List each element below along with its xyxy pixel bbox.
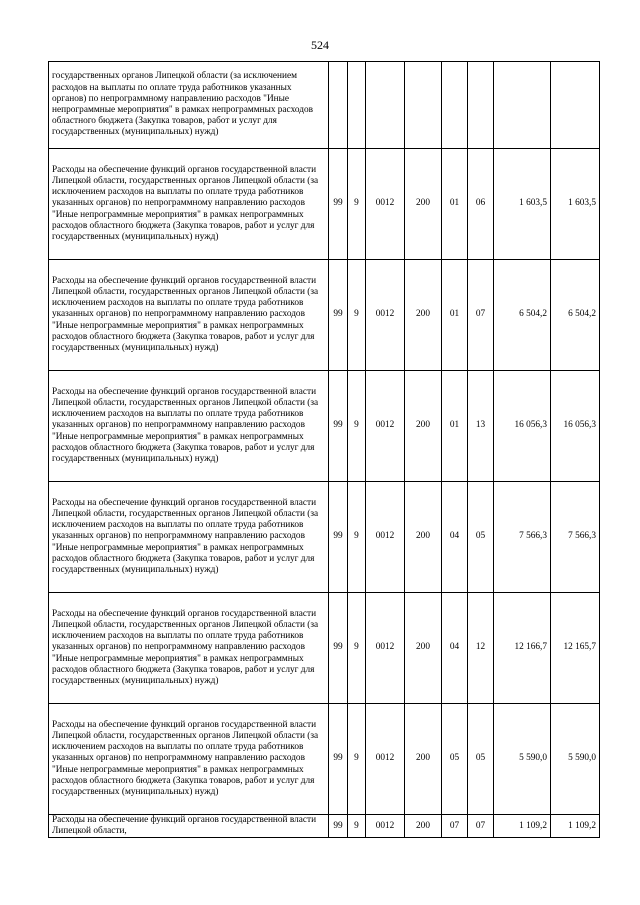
amount-1: 5 590,0 (494, 704, 551, 815)
expense-type-code (405, 62, 442, 149)
subprogram-code: 9 (348, 704, 366, 815)
section-code: 04 (442, 593, 468, 704)
amount-2: 16 056,3 (551, 371, 600, 482)
section-code: 01 (442, 260, 468, 371)
expense-type-code: 200 (405, 815, 442, 838)
direction-code: 0012 (366, 371, 405, 482)
program-code: 99 (329, 815, 348, 838)
amount-1: 12 166,7 (494, 593, 551, 704)
section-code: 04 (442, 482, 468, 593)
amount-2: 5 590,0 (551, 704, 600, 815)
section-code: 01 (442, 371, 468, 482)
table-row (49, 704, 600, 815)
section-code: 01 (442, 149, 468, 260)
expense-type-code: 200 (405, 371, 442, 482)
subprogram-code: 9 (348, 149, 366, 260)
subsection-code: 12 (468, 593, 494, 704)
subsection-code: 05 (468, 704, 494, 815)
program-code: 99 (329, 260, 348, 371)
program-code: 99 (329, 149, 348, 260)
table-row (49, 149, 600, 260)
table-row (49, 482, 600, 593)
direction-code: 0012 (366, 593, 405, 704)
row-description: Расходы на обеспечение функций органов государственной власти Липецкой области, государственных органов Липецкой области (за исключением расходов на выплаты по оплате труда работников указанных органов) по непрограммному направлению расходов "Иные непрограммные мероприятия" в рамках непрограммных расходов областного бюджета (Закупка товаров, работ и услуг для государственных (муниципальных) нужд) (49, 149, 329, 260)
row-description: государственных органов Липецкой области (за исключением расходов на выплаты по оплате труда работников указанных органов) по непрограммному направлению расходов "Иные непрограммные мероприятия" в рамках непрограммных расходов областного бюджета (Закупка товаров, работ и услуг для государственных (муниципальных) нужд) (49, 62, 329, 149)
subprogram-code: 9 (348, 815, 366, 838)
subprogram-code: 9 (348, 371, 366, 482)
expense-type-code: 200 (405, 593, 442, 704)
row-description: Расходы на обеспечение функций органов государственной власти Липецкой области, государственных органов Липецкой области (за исключением расходов на выплаты по оплате труда работников указанных органов) по непрограммному направлению расходов "Иные непрограммные мероприятия" в рамках непрограммных расходов областного бюджета (Закупка товаров, работ и услуг для государственных (муниципальных) нужд) (49, 593, 329, 704)
table-row (49, 593, 600, 704)
row-description: Расходы на обеспечение функций органов государственной власти Липецкой области, государственных органов Липецкой области (за исключением расходов на выплаты по оплате труда работников указанных органов) по непрограммному направлению расходов "Иные непрограммные мероприятия" в рамках непрограммных расходов областного бюджета (Закупка товаров, работ и услуг для государственных (муниципальных) нужд) (49, 704, 329, 815)
program-code: 99 (329, 371, 348, 482)
subprogram-code: 9 (348, 482, 366, 593)
amount-1: 7 566,3 (494, 482, 551, 593)
budget-table (48, 61, 600, 838)
expense-type-code: 200 (405, 260, 442, 371)
amount-2: 1 109,2 (551, 815, 600, 838)
row-description: Расходы на обеспечение функций органов государственной власти Липецкой области, государственных органов Липецкой области (за исключением расходов на выплаты по оплате труда работников указанных органов) по непрограммному направлению расходов "Иные непрограммные мероприятия" в рамках непрограммных расходов областного бюджета (Закупка товаров, работ и услуг для государственных (муниципальных) нужд) (49, 482, 329, 593)
subprogram-code: 9 (348, 260, 366, 371)
amount-2 (551, 62, 600, 149)
direction-code: 0012 (366, 704, 405, 815)
direction-code: 0012 (366, 149, 405, 260)
subsection-code: 06 (468, 149, 494, 260)
subprogram-code (348, 62, 366, 149)
amount-2: 6 504,2 (551, 260, 600, 371)
section-code (442, 62, 468, 149)
amount-2: 12 165,7 (551, 593, 600, 704)
amount-2: 1 603,5 (551, 149, 600, 260)
subsection-code: 13 (468, 371, 494, 482)
program-code: 99 (329, 482, 348, 593)
direction-code: 0012 (366, 260, 405, 371)
table-row (49, 815, 600, 838)
table-row (49, 62, 600, 149)
subsection-code: 05 (468, 482, 494, 593)
program-code: 99 (329, 704, 348, 815)
section-code: 07 (442, 815, 468, 838)
amount-2: 7 566,3 (551, 482, 600, 593)
amount-1: 6 504,2 (494, 260, 551, 371)
expense-type-code: 200 (405, 482, 442, 593)
subsection-code: 07 (468, 815, 494, 838)
table-row (49, 371, 600, 482)
row-description: Расходы на обеспечение функций органов государственной власти Липецкой области, (49, 815, 329, 838)
amount-1 (494, 62, 551, 149)
expense-type-code: 200 (405, 704, 442, 815)
program-code (329, 62, 348, 149)
subprogram-code: 9 (348, 593, 366, 704)
amount-1: 1 603,5 (494, 149, 551, 260)
amount-1: 1 109,2 (494, 815, 551, 838)
expense-type-code: 200 (405, 149, 442, 260)
amount-1: 16 056,3 (494, 371, 551, 482)
section-code: 05 (442, 704, 468, 815)
page-number: 524 (311, 38, 329, 52)
subsection-code (468, 62, 494, 149)
direction-code: 0012 (366, 482, 405, 593)
row-description: Расходы на обеспечение функций органов государственной власти Липецкой области, государственных органов Липецкой области (за исключением расходов на выплаты по оплате труда работников указанных органов) по непрограммному направлению расходов "Иные непрограммные мероприятия" в рамках непрограммных расходов областного бюджета (Закупка товаров, работ и услуг для государственных (муниципальных) нужд) (49, 371, 329, 482)
table-row (49, 260, 600, 371)
direction-code: 0012 (366, 815, 405, 838)
subsection-code: 07 (468, 260, 494, 371)
direction-code (366, 62, 405, 149)
row-description: Расходы на обеспечение функций органов государственной власти Липецкой области, государственных органов Липецкой области (за исключением расходов на выплаты по оплате труда работников указанных органов) по непрограммному направлению расходов "Иные непрограммные мероприятия" в рамках непрограммных расходов областного бюджета (Закупка товаров, работ и услуг для государственных (муниципальных) нужд) (49, 260, 329, 371)
program-code: 99 (329, 593, 348, 704)
